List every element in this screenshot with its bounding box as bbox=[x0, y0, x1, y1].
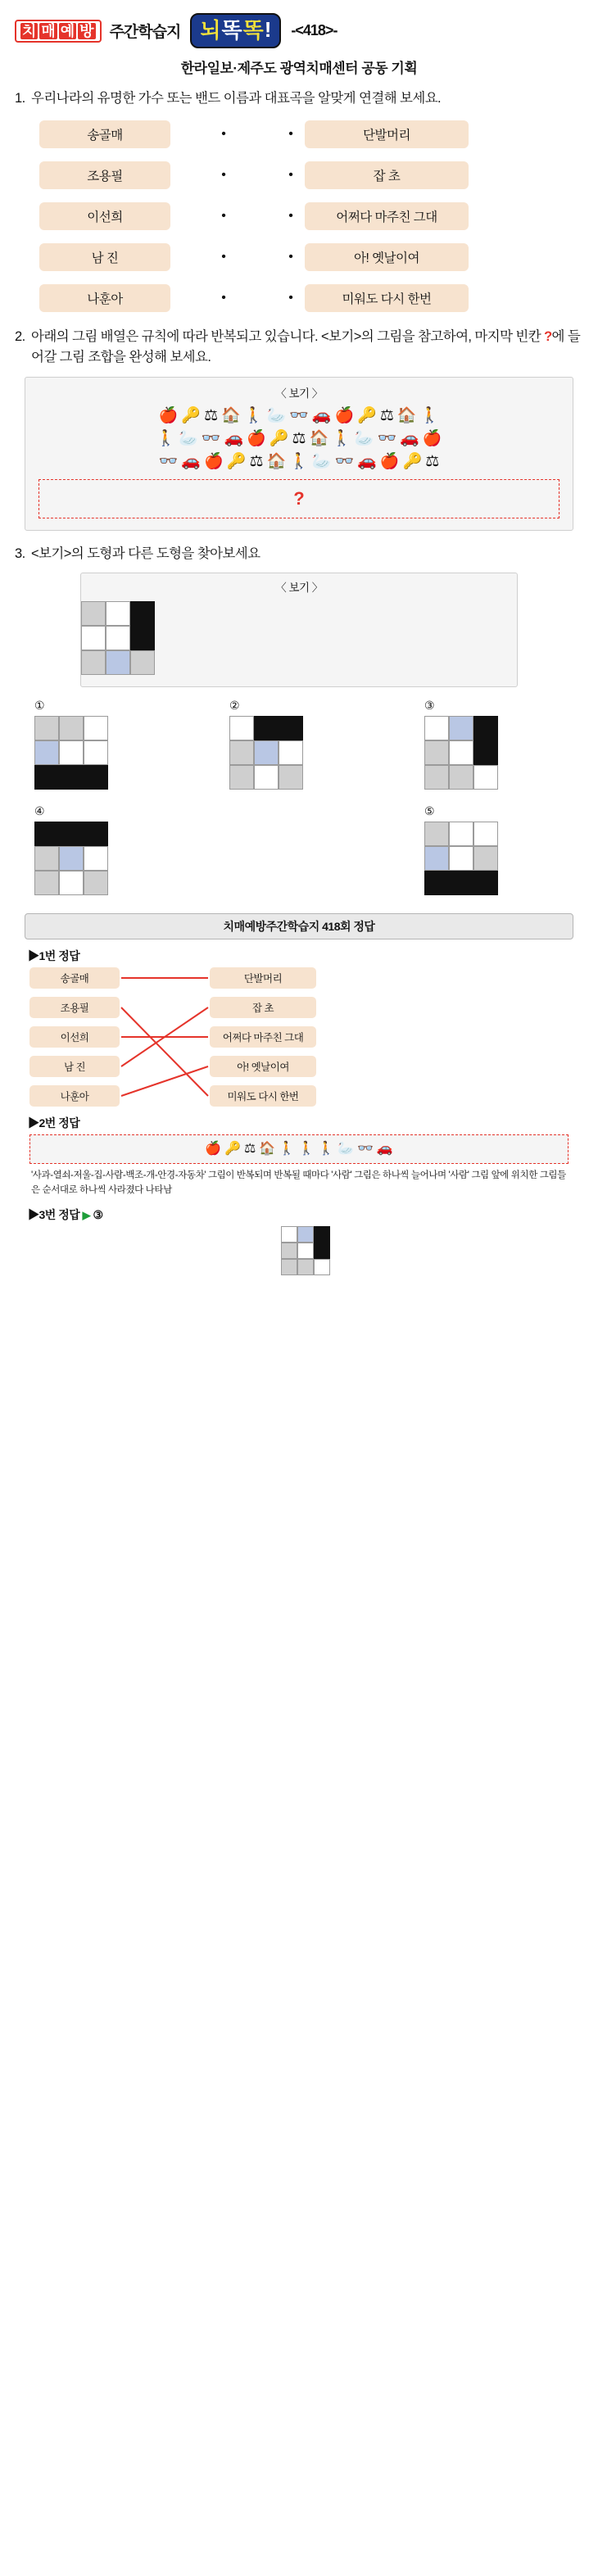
grid-cell bbox=[130, 601, 155, 626]
q3-box-label: 〈 보기 〉 bbox=[275, 582, 323, 594]
q3-option-grid bbox=[229, 716, 369, 790]
logo-char: 똑 bbox=[242, 17, 263, 43]
grid-cell bbox=[281, 1243, 297, 1259]
matching-row bbox=[15, 284, 583, 312]
car-icon: 🚗 bbox=[311, 407, 332, 425]
q3-option-grid bbox=[424, 822, 564, 895]
grid-cell bbox=[84, 716, 108, 740]
car-icon: 🚗 bbox=[224, 430, 244, 448]
matching-row bbox=[15, 120, 583, 148]
glasses-icon: 👓 bbox=[377, 430, 397, 448]
grid-cell bbox=[473, 822, 498, 846]
person-icon: 🚶 bbox=[298, 1142, 315, 1156]
q1-left-bullet[interactable]: • bbox=[221, 249, 226, 264]
key-icon: 🔑 bbox=[357, 407, 377, 425]
grid-cell bbox=[424, 846, 449, 871]
grid-cell bbox=[254, 716, 279, 740]
question-1 bbox=[15, 88, 583, 109]
q3-options bbox=[34, 699, 564, 895]
brand-subtitle: 주간학습지 bbox=[109, 24, 181, 41]
swan-icon: 🦢 bbox=[338, 1142, 354, 1156]
grid-cell bbox=[449, 846, 473, 871]
q1-right-chip[interactable]: 단발머리 bbox=[305, 120, 469, 148]
grid-cell bbox=[254, 740, 279, 765]
answer-2-label: ▶2번 정답 bbox=[28, 1116, 80, 1130]
logo-exclamation: ! bbox=[264, 17, 272, 42]
grid-cell bbox=[473, 871, 498, 895]
grid-cell bbox=[424, 740, 449, 765]
answers-title: 치매예방주간학습지 418회 정답 bbox=[25, 913, 573, 939]
answer-matching-row bbox=[29, 997, 569, 1018]
q2-icon-row bbox=[34, 407, 564, 425]
glasses-icon: 👓 bbox=[201, 430, 221, 448]
issue-number: -<418>- bbox=[291, 22, 338, 38]
grid-cell bbox=[449, 822, 473, 846]
grid-cell bbox=[229, 765, 254, 790]
answer-left-chip: 남 진 bbox=[29, 1056, 120, 1077]
q3-example-box bbox=[80, 573, 518, 687]
question-3-number: 3. bbox=[15, 546, 25, 562]
car-icon: 🚗 bbox=[376, 1142, 393, 1156]
q1-right-bullet[interactable]: • bbox=[288, 126, 293, 141]
grid-cell bbox=[279, 765, 303, 790]
q1-left-chip[interactable]: 조용필 bbox=[39, 161, 170, 189]
q3-option-label: ② bbox=[229, 699, 240, 712]
car-icon: 🚗 bbox=[181, 453, 202, 471]
question-2-qmark: ? bbox=[544, 328, 552, 344]
grid-cell bbox=[59, 765, 84, 790]
apple-icon: 🍎 bbox=[379, 453, 400, 471]
key-icon: 🔑 bbox=[269, 430, 289, 448]
q1-right-chip[interactable]: 어쩌다 마주친 그대 bbox=[305, 202, 469, 230]
apple-icon: 🍎 bbox=[205, 1142, 222, 1156]
grid-cell bbox=[254, 765, 279, 790]
grid-cell bbox=[473, 716, 498, 740]
q3-option-grid bbox=[34, 716, 174, 790]
q1-left-bullet[interactable]: • bbox=[221, 167, 226, 182]
key-icon: 🔑 bbox=[224, 1142, 242, 1156]
apple-icon: 🍎 bbox=[247, 430, 266, 448]
q3-example-grid bbox=[81, 601, 517, 675]
person-icon: 🚶 bbox=[279, 1142, 296, 1156]
grid-cell bbox=[130, 650, 155, 675]
paw-icon: ⚖ bbox=[249, 453, 264, 471]
person-icon: 🚶 bbox=[289, 453, 309, 471]
grid-cell bbox=[449, 871, 473, 895]
brand-logo bbox=[15, 20, 102, 43]
grid-cell bbox=[59, 846, 84, 871]
q2-answer-question-mark: ? bbox=[293, 488, 305, 509]
grid-cell bbox=[34, 871, 59, 895]
q3-option[interactable] bbox=[34, 804, 174, 895]
q1-left-bullet[interactable]: • bbox=[221, 290, 226, 305]
q1-left-chip[interactable]: 이선희 bbox=[39, 202, 170, 230]
grid-cell bbox=[106, 601, 130, 626]
answer-left-chip: 송골매 bbox=[29, 967, 120, 989]
answer-right-chip: 단발머리 bbox=[210, 967, 316, 989]
question-2-text-b: 에 들어갈 그림 조합을 완성해 보세요. bbox=[31, 328, 581, 364]
q3-option-label: ① bbox=[34, 699, 45, 712]
glasses-icon: 👓 bbox=[334, 453, 355, 471]
house-icon: 🏠 bbox=[266, 453, 287, 471]
answer-right-chip: 미워도 다시 한번 bbox=[210, 1085, 316, 1107]
grid-cell bbox=[279, 716, 303, 740]
key-icon: 🔑 bbox=[402, 453, 423, 471]
grid-cell bbox=[449, 716, 473, 740]
q2-icon-row bbox=[34, 430, 564, 448]
house-icon: 🏠 bbox=[221, 407, 241, 425]
paw-icon: ⚖ bbox=[204, 407, 219, 425]
q1-left-bullet[interactable]: • bbox=[221, 208, 226, 223]
question-1-number: 1. bbox=[15, 91, 25, 106]
question-2-text-a: 아래의 그림 배열은 규칙에 따라 반복되고 있습니다. <보기>의 그림을 참고하여, 마지막 빈칸 bbox=[31, 328, 545, 344]
answer-matching-row bbox=[29, 1056, 569, 1077]
person-icon: 🚶 bbox=[332, 430, 351, 448]
grid-cell bbox=[229, 716, 254, 740]
q1-right-chip[interactable]: 미워도 다시 한번 bbox=[305, 284, 469, 312]
logo-char: 똑 bbox=[221, 17, 242, 43]
person-icon: 🚶 bbox=[419, 407, 440, 425]
brand-char: 매 bbox=[41, 22, 56, 39]
grid-cell bbox=[297, 1259, 314, 1275]
answer-3-label bbox=[28, 1207, 583, 1223]
apple-icon: 🍎 bbox=[204, 453, 224, 471]
answer-3-shape bbox=[28, 1226, 583, 1275]
grid-cell bbox=[449, 765, 473, 790]
q1-left-chip[interactable]: 송골매 bbox=[39, 120, 170, 148]
answer-matching-row bbox=[29, 967, 569, 989]
house-icon: 🏠 bbox=[259, 1142, 276, 1156]
grid-cell bbox=[84, 765, 108, 790]
swan-icon: 🦢 bbox=[266, 407, 287, 425]
grid-cell bbox=[473, 740, 498, 765]
grid-cell bbox=[424, 871, 449, 895]
person-icon: 🚶 bbox=[243, 407, 264, 425]
q2-box-label: 〈 보기 〉 bbox=[275, 387, 323, 401]
grid-cell bbox=[59, 871, 84, 895]
apple-icon: 🍎 bbox=[422, 430, 442, 448]
grid-cell bbox=[297, 1226, 314, 1243]
nttokttok-logo bbox=[190, 13, 281, 48]
answer-2-pattern bbox=[29, 1134, 569, 1164]
paw-icon: ⚖ bbox=[292, 430, 306, 448]
matching-row bbox=[15, 243, 583, 271]
grid-cell bbox=[424, 765, 449, 790]
answer-3-grid bbox=[281, 1226, 330, 1275]
grid-cell bbox=[59, 716, 84, 740]
car-icon: 🚗 bbox=[357, 453, 377, 471]
matching-row bbox=[15, 202, 583, 230]
grid-cell bbox=[34, 740, 59, 765]
q3-option[interactable] bbox=[424, 699, 564, 790]
key-icon: 🔑 bbox=[226, 453, 247, 471]
q1-right-bullet[interactable]: • bbox=[288, 290, 293, 305]
person-icon: 🚶 bbox=[156, 430, 176, 448]
q1-right-chip[interactable]: 아! 옛날이여 bbox=[305, 243, 469, 271]
q1-left-chip[interactable]: 남 진 bbox=[39, 243, 170, 271]
paw-icon: ⚖ bbox=[425, 453, 440, 471]
grid-cell bbox=[314, 1259, 330, 1275]
q3-option-grid bbox=[424, 716, 564, 790]
glasses-icon: 👓 bbox=[158, 453, 179, 471]
apple-icon: 🍎 bbox=[158, 407, 179, 425]
grid-cell bbox=[130, 626, 155, 650]
answer-3-label-text: ▶3번 정답 bbox=[28, 1207, 80, 1221]
answer-1-matching bbox=[29, 967, 569, 1107]
answer-left-chip: 이선희 bbox=[29, 1026, 120, 1048]
q3-option-label: ④ bbox=[34, 804, 45, 817]
q3-option-label: ⑤ bbox=[424, 804, 435, 817]
answer-right-chip: 아! 옛날이여 bbox=[210, 1056, 316, 1077]
q1-right-chip[interactable]: 잡 초 bbox=[305, 161, 469, 189]
grid-cell bbox=[84, 822, 108, 846]
grid-cell bbox=[449, 740, 473, 765]
page-header bbox=[15, 8, 583, 50]
grid-cell bbox=[473, 846, 498, 871]
grid-cell bbox=[84, 846, 108, 871]
answer-2-note: '사과-열쇠-저울-집-사람-백조-개-안경-자동차' 그림이 반복되며 반복될 때마다 '사람' 그림은 하나씩 늘어나며 '사람' 그림 앞에 위치한 그림들은 순서대로 하나씩 사라졌다 나타남 bbox=[31, 1170, 566, 1195]
question-2-number: 2. bbox=[15, 328, 25, 344]
grid-cell bbox=[473, 765, 498, 790]
brand-char: 치 bbox=[22, 22, 37, 39]
grid-cell bbox=[281, 1226, 297, 1243]
grid-cell bbox=[281, 1259, 297, 1275]
q3-option[interactable] bbox=[424, 804, 564, 895]
brand-char: 예 bbox=[60, 22, 75, 39]
q1-left-bullet[interactable]: • bbox=[221, 126, 226, 141]
grid-cell bbox=[34, 822, 59, 846]
grid-cell bbox=[81, 650, 106, 675]
grid-cell bbox=[279, 740, 303, 765]
grid-cell bbox=[314, 1243, 330, 1259]
grid-cell bbox=[297, 1243, 314, 1259]
answer-left-chip: 조용필 bbox=[29, 997, 120, 1018]
q3-option-label: ③ bbox=[424, 699, 435, 712]
question-3 bbox=[15, 544, 583, 564]
answer-matching-row bbox=[29, 1085, 569, 1107]
apple-icon: 🍎 bbox=[334, 407, 355, 425]
question-3-text: <보기>의 도형과 다른 도형을 찾아보세요 bbox=[31, 546, 260, 562]
grid-cell bbox=[81, 601, 106, 626]
question-2-text bbox=[31, 327, 583, 368]
q3-option-grid bbox=[34, 822, 174, 895]
house-icon: 🏠 bbox=[396, 407, 417, 425]
glasses-icon: 👓 bbox=[356, 1142, 374, 1156]
grid-cell bbox=[34, 846, 59, 871]
q1-right-bullet[interactable]: • bbox=[288, 249, 293, 264]
grid-cell bbox=[59, 822, 84, 846]
grid-cell bbox=[84, 740, 108, 765]
answer-matching-row bbox=[29, 1026, 569, 1048]
grid-cell bbox=[314, 1226, 330, 1243]
q1-left-chip[interactable]: 나훈아 bbox=[39, 284, 170, 312]
q1-right-bullet[interactable]: • bbox=[288, 208, 293, 223]
grid-cell bbox=[84, 871, 108, 895]
grid-cell bbox=[59, 740, 84, 765]
grid-cell bbox=[34, 716, 59, 740]
q1-matching-area bbox=[15, 120, 583, 312]
grid-cell bbox=[81, 626, 106, 650]
brand-char: 방 bbox=[79, 22, 94, 39]
q2-pattern-box bbox=[25, 377, 573, 531]
q3-option[interactable] bbox=[34, 699, 174, 790]
logo-char: 뇌 bbox=[200, 17, 220, 43]
answer-right-chip: 어쩌다 마주친 그대 bbox=[210, 1026, 316, 1048]
grid-cell bbox=[106, 650, 130, 675]
answer-left-chip: 나훈아 bbox=[29, 1085, 120, 1107]
answer-3-value: ③ bbox=[93, 1207, 103, 1221]
answer-right-chip: 잡 초 bbox=[210, 997, 316, 1018]
q1-right-bullet[interactable]: • bbox=[288, 167, 293, 182]
grid-cell bbox=[424, 822, 449, 846]
matching-row bbox=[15, 161, 583, 189]
key-icon: 🔑 bbox=[181, 407, 202, 425]
grid-cell bbox=[424, 716, 449, 740]
answer-1-label: ▶1번 정답 bbox=[28, 949, 80, 962]
q3-option[interactable] bbox=[229, 699, 369, 790]
car-icon: 🚗 bbox=[400, 430, 419, 448]
swan-icon: 🦢 bbox=[179, 430, 198, 448]
q2-answer-slot[interactable] bbox=[39, 479, 559, 518]
swan-icon: 🦢 bbox=[354, 430, 374, 448]
grid-cell bbox=[34, 765, 59, 790]
answer-3-arrow: ▶ bbox=[82, 1208, 91, 1221]
grid-cell bbox=[229, 740, 254, 765]
page-subtitle: 한라일보·제주도 광역치매센터 공동 기획 bbox=[180, 61, 418, 76]
answer-connection-line bbox=[121, 1007, 208, 1096]
question-1-text: 우리나라의 유명한 가수 또는 밴드 이름과 대표곡을 알맞게 연결해 보세요. bbox=[31, 91, 442, 106]
question-2 bbox=[15, 327, 583, 368]
q2-icon-row bbox=[34, 453, 564, 471]
grid-cell bbox=[106, 626, 130, 650]
swan-icon: 🦢 bbox=[311, 453, 332, 471]
glasses-icon: 👓 bbox=[289, 407, 309, 425]
paw-icon: ⚖ bbox=[379, 407, 394, 425]
person-icon: 🚶 bbox=[318, 1142, 335, 1156]
paw-icon: ⚖ bbox=[244, 1142, 256, 1156]
house-icon: 🏠 bbox=[309, 430, 329, 448]
